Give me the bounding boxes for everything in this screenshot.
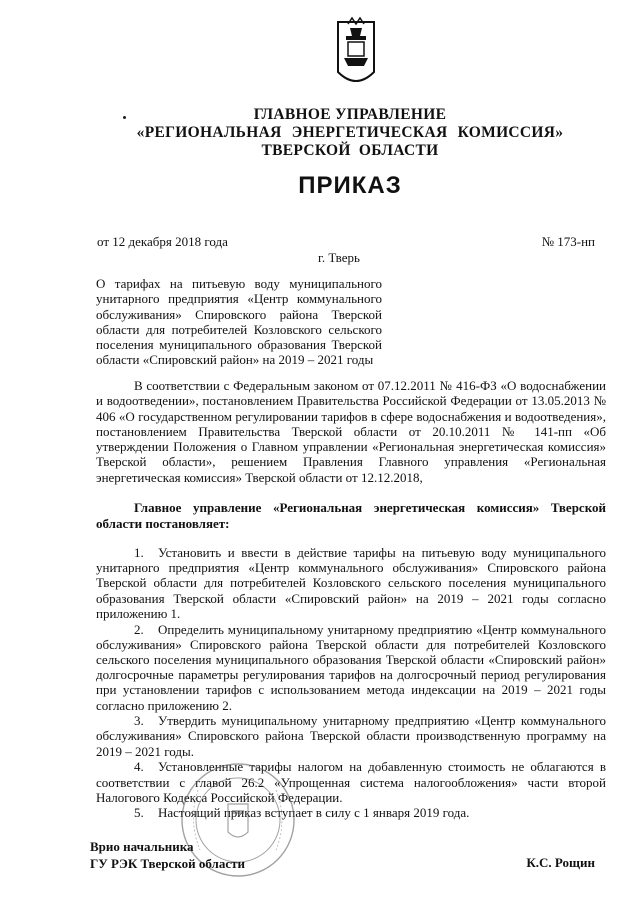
order-item-2 [96, 622, 606, 713]
item-number: 2. [134, 621, 144, 637]
item-number: 3. [134, 713, 144, 729]
item-text: Утвердить муниципальному унитарному предприятию «Центр коммунального обслуживания» Спировского района Тверской области производственную программу на 2019 – 2021 годы. [96, 713, 606, 759]
order-item-4 [96, 759, 606, 805]
item-text: Настоящий приказ вступает в силу с 1 января 2019 года. [158, 805, 470, 821]
order-item-5 [96, 805, 606, 820]
item-number: 1. [134, 545, 144, 560]
coat-of-arms-emblem [334, 14, 378, 94]
item-text: Установленные тарифы налогом на добавленную стоимость не облагаются в соответствии с главой 26.2 «Упрощенная система налогообложения» части второй Налогового Кодекса Российской Федерации. [96, 759, 606, 805]
header-line-1: ГЛАВНОЕ УПРАВЛЕНИЕ [253, 106, 447, 123]
signatory-name: К.С. Рощин [526, 855, 595, 870]
item-text: Определить муниципальному унитарному предприятию «Центр коммунального обслуживания» Спировского района Тверской области для потребителей Козловского сельского поселения муниципального образования Тверской области «Спировский район» долгосрочные параметры регулирования тарифов на долгосрочный период регулирования при установлении тарифов с использованием метода индексации на 2019 – 2021 годы согласно приложению 2. [96, 621, 606, 713]
signatory-position [90, 838, 245, 872]
preamble-paragraph: В соответствии с Федеральным законом от 07.12.2011 № 416-ФЗ «О водоснабжении и водоотведении», постановлением Правительства Российской Федерации от 13.05.2013 № 406 «О государственном регулировании тарифов в сфере водоснабжения и водоотведения», постановлением Правительства Тверской области от 20.10.2011 № 141-пп «Об утверждении Положения о Главном управлении «Региональная энергетическая комиссия» Тверской области», решением Правления Главного управления «Региональная энергетическая комиссия» Тверской области от 12.12.2018, [96, 378, 606, 485]
document-title: ПРИКАЗ [298, 172, 402, 199]
order-item-1 [96, 545, 606, 621]
decree-statement: Главное управление «Региональная энергетическая комиссия» Тверской области постановляет: [96, 500, 606, 531]
header-line-3: ТВЕРСКОЙ ОБЛАСТИ [261, 142, 439, 159]
order-item-3 [96, 713, 606, 759]
order-number: № 173-нп [541, 234, 595, 249]
item-text: Установить и ввести в действие тарифы на питьевую воду муниципального унитарного предприятия «Центр коммунального обслуживания» Спировского района Тверской области для потребителей Козловского сельского поселения муниципального образования Тверской области «Спировский район» на 2019 – 2021 годы согласно приложению 1. [96, 545, 606, 621]
header-line-2: «РЕГИОНАЛЬНАЯ ЭНЕРГЕТИЧЕСКАЯ КОМИССИЯ» [136, 124, 564, 141]
order-items-list [96, 545, 606, 821]
subject-text: О тарифах на питьевую воду муниципального унитарного предприятия «Центр коммунального обслуживания» Спировского района Тверской области для потребителей Козловского сельского поселения муниципального образования Тверской области «Спировский район» на 2019 – 2021 годы [96, 276, 382, 368]
order-date: от 12 декабря 2018 года [97, 234, 228, 249]
signatory-position-line-2: ГУ РЭК Тверской области [90, 856, 245, 871]
item-number: 5. [134, 805, 144, 821]
item-number: 4. [134, 759, 144, 775]
order-city: г. Тверь [318, 250, 360, 265]
order-subject [96, 276, 382, 368]
signatory-position-line-1: Врио начальника [90, 839, 194, 854]
